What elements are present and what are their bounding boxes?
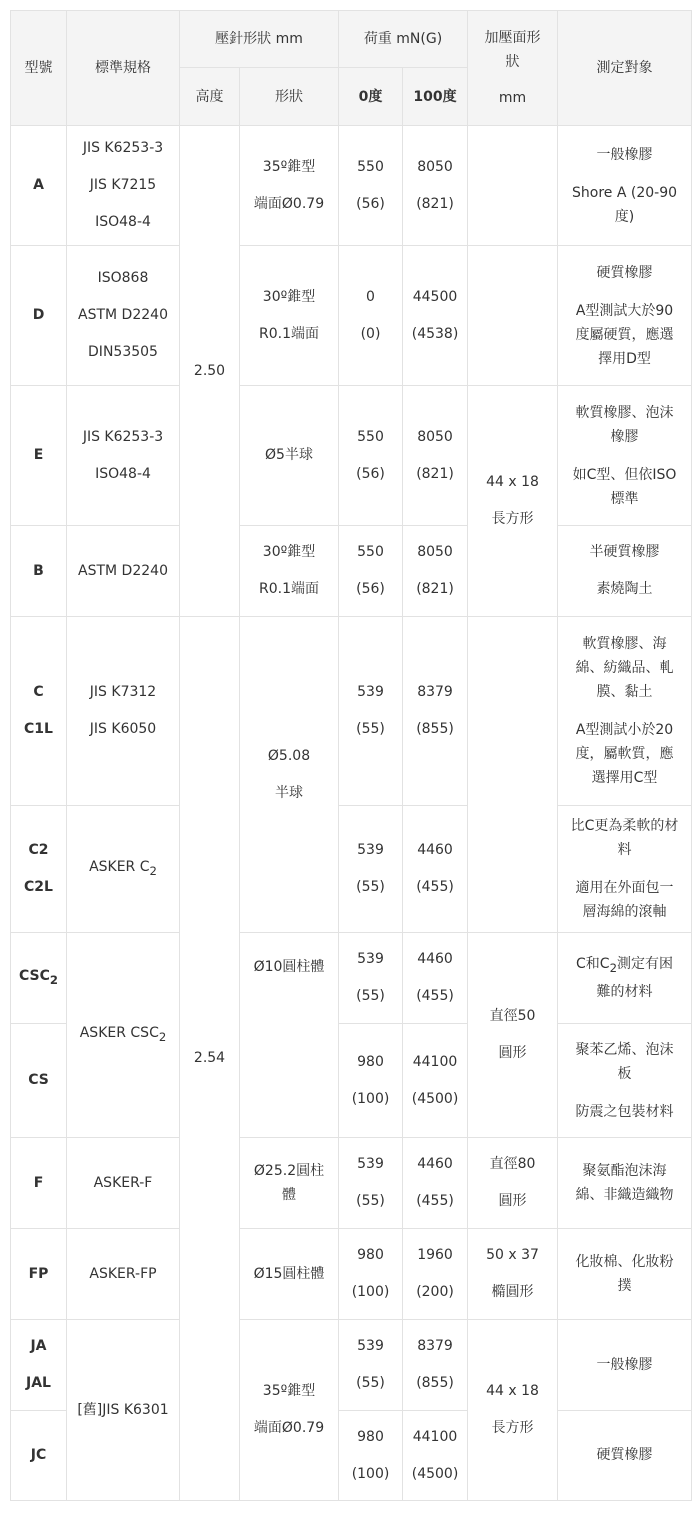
target-cell: 聚苯乙烯、泡沫 板 防震之包裝材料 <box>558 1024 692 1138</box>
table-row-fp <box>11 1229 692 1320</box>
target-cell: 一般橡膠 Shore A (20-90 度) <box>558 126 692 246</box>
load-0-cell: 539 (55) <box>339 933 403 1024</box>
table-row-csc2 <box>11 933 692 1024</box>
table-row-f <box>11 1138 692 1229</box>
standard-cell: JIS K6253-3 ISO48-4 <box>67 386 180 526</box>
standard-cell: ASKER-F <box>67 1138 180 1229</box>
model-code: F <box>11 1138 67 1229</box>
target-cell: 硬質橡膠 <box>558 1411 692 1501</box>
model-code: B <box>11 526 67 617</box>
model-code: E <box>11 386 67 526</box>
height-cell: 2.54 <box>180 617 240 1501</box>
table-row-b <box>11 526 692 617</box>
header-indenter-shape: 壓針形狀 mm <box>180 11 339 68</box>
table-row-c <box>11 617 692 806</box>
standard-cell: JIS K7312 JIS K6050 <box>67 617 180 806</box>
load-100-cell: 1960 (200) <box>403 1229 468 1320</box>
table-row-ja <box>11 1320 692 1411</box>
durometer-spec-table <box>10 10 692 1501</box>
shape-cell: 30º錐型 R0.1端面 <box>240 246 339 386</box>
target-cell: 硬質橡膠 A型測試大於90 度屬硬質，應選 擇用D型 <box>558 246 692 386</box>
load-100-cell: 8379 (855) <box>403 1320 468 1411</box>
shape-cell: Ø5.08 半球 <box>240 617 339 933</box>
model-code: FP <box>11 1229 67 1320</box>
target-cell: 一般橡膠 <box>558 1320 692 1411</box>
header-model: 型號 <box>11 11 67 126</box>
presser-foot-cell: 44 x 18 長方形 <box>468 1320 558 1501</box>
header-presser-foot: 加壓面形 狀 mm <box>468 11 558 126</box>
shape-cell: Ø10圓柱體 <box>240 933 339 1138</box>
load-0-cell: 539 (55) <box>339 1320 403 1411</box>
target-cell: 軟質橡膠、海 綿、紡織品、軋 膜、黏土 A型測試小於20 度，屬軟質，應 選擇用C型 <box>558 617 692 806</box>
load-100-cell: 44500 (4538) <box>403 246 468 386</box>
load-0-cell: 539 (55) <box>339 806 403 933</box>
target-cell: 化妝棉、化妝粉 撲 <box>558 1229 692 1320</box>
target-cell: 軟質橡膠、泡沫 橡膠 如C型、但依ISO 標準 <box>558 386 692 526</box>
load-100-cell: 4460 (455) <box>403 933 468 1024</box>
load-100-cell: 44100 (4500) <box>403 1411 468 1501</box>
load-0-cell: 550 (56) <box>339 386 403 526</box>
presser-foot-cell: 直徑80 圓形 <box>468 1138 558 1229</box>
presser-foot-cell <box>468 126 558 246</box>
header-load: 荷重 mN(G) <box>339 11 468 68</box>
standard-cell: ASKER $C_2$ <box>67 806 180 933</box>
target-cell: C和$C_2$測定有困 難的材料 <box>558 933 692 1024</box>
load-100-cell: 8379 (855) <box>403 617 468 806</box>
load-0-cell: 539 (55) <box>339 1138 403 1229</box>
table-row-d <box>11 246 692 386</box>
model-code: D <box>11 246 67 386</box>
model-code: CS <box>11 1024 67 1138</box>
model-code: $CSC_2$ <box>11 933 67 1024</box>
header-load-100: 100度 <box>403 68 468 126</box>
load-100-cell: 8050 (821) <box>403 526 468 617</box>
table-row-a <box>11 126 692 246</box>
header-height: 高度 <box>180 68 240 126</box>
header-load-0: 0度 <box>339 68 403 126</box>
model-code: C2 C2L <box>11 806 67 933</box>
load-0-cell: 550 (56) <box>339 126 403 246</box>
standard-cell: ISO868 ASTM D2240 DIN53505 <box>67 246 180 386</box>
header-shape: 形狀 <box>240 68 339 126</box>
table-row-c2 <box>11 806 692 933</box>
shape-cell: Ø15圓柱體 <box>240 1229 339 1320</box>
table-row-e <box>11 386 692 526</box>
height-cell: 2.50 <box>180 126 240 617</box>
load-0-cell: 539 (55) <box>339 617 403 806</box>
target-cell: 聚氨酯泡沫海 綿、非織造織物 <box>558 1138 692 1229</box>
presser-foot-cell <box>468 246 558 386</box>
presser-foot-cell: 50 x 37 橢圓形 <box>468 1229 558 1320</box>
header-standard: 標準規格 <box>67 11 180 126</box>
standard-cell: [舊]JIS K6301 <box>67 1320 180 1501</box>
standard-cell: ASTM D2240 <box>67 526 180 617</box>
load-100-cell: 44100 (4500) <box>403 1024 468 1138</box>
load-0-cell: 980 (100) <box>339 1229 403 1320</box>
header-target: 測定對象 <box>558 11 692 126</box>
shape-cell: 35º錐型 端面Ø0.79 <box>240 1320 339 1501</box>
load-0-cell: 980 (100) <box>339 1024 403 1138</box>
model-code: JA JAL <box>11 1320 67 1411</box>
shape-cell: 30º錐型 R0.1端面 <box>240 526 339 617</box>
standard-cell: ASKER-FP <box>67 1229 180 1320</box>
presser-foot-cell: 直徑50 圓形 <box>468 933 558 1138</box>
model-code: JC <box>11 1411 67 1501</box>
shape-cell: Ø25.2圓柱 體 <box>240 1138 339 1229</box>
load-0-cell: 0 (0) <box>339 246 403 386</box>
load-100-cell: 8050 (821) <box>403 126 468 246</box>
model-code: A <box>11 126 67 246</box>
load-100-cell: 4460 (455) <box>403 1138 468 1229</box>
standard-cell: JIS K6253-3 JIS K7215 ISO48-4 <box>67 126 180 246</box>
load-100-cell: 8050 (821) <box>403 386 468 526</box>
load-0-cell: 550 (56) <box>339 526 403 617</box>
target-cell: 比C更為柔軟的材 料 適用在外面包一 層海綿的滾軸 <box>558 806 692 933</box>
model-code: C C1L <box>11 617 67 806</box>
presser-foot-cell: 44 x 18 長方形 <box>468 386 558 617</box>
load-100-cell: 4460 (455) <box>403 806 468 933</box>
target-cell: 半硬質橡膠 素燒陶土 <box>558 526 692 617</box>
standard-cell: ASKER $CSC_2$ <box>67 933 180 1138</box>
presser-foot-cell <box>468 617 558 933</box>
shape-cell: 35º錐型 端面Ø0.79 <box>240 126 339 246</box>
load-0-cell: 980 (100) <box>339 1411 403 1501</box>
shape-cell: Ø5半球 <box>240 386 339 526</box>
header-row-1 <box>11 11 692 68</box>
